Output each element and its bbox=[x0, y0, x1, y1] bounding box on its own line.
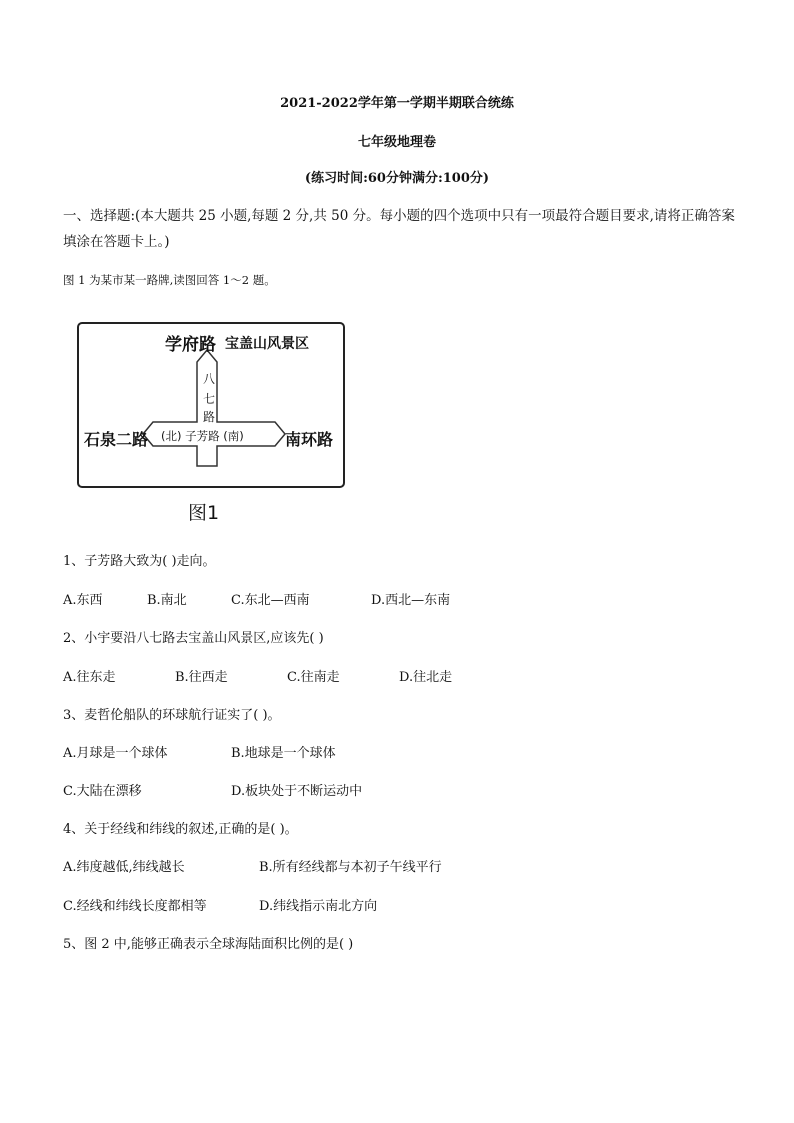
q1-option-b: B.南北 bbox=[147, 593, 187, 608]
q2-option-b: B.往西走 bbox=[175, 670, 228, 685]
q3-option-b: B.地球是一个球体 bbox=[231, 746, 336, 761]
q3-option-a: A.月球是一个球体 bbox=[63, 746, 168, 761]
figure-caption: 图1 bbox=[188, 502, 220, 524]
exam-subtitle: 七年级地理卷 bbox=[357, 135, 436, 150]
q2-option-a: A.往东走 bbox=[63, 670, 116, 685]
sign-left-road: 石泉二路 bbox=[84, 430, 149, 449]
sign-scenic-area: 宝盖山风景区 bbox=[225, 336, 309, 352]
q3-option-d: D.板块处于不断运动中 bbox=[231, 784, 363, 799]
q1-option-a: A.东西 bbox=[63, 593, 103, 608]
sign-vertical-road-1: 八 bbox=[203, 372, 216, 386]
q4-option-b: B.所有经线都与本初子午线平行 bbox=[259, 860, 442, 875]
sign-vertical-road-3: 路 bbox=[203, 410, 216, 424]
question-3-stem: 3、麦哲伦船队的环球航行证实了( )。 bbox=[63, 708, 281, 723]
q4-option-c: C.经线和纬线长度都相等 bbox=[63, 899, 207, 914]
q4-option-d: D.纬线指示南北方向 bbox=[259, 899, 378, 914]
sign-top-left-road: 学府路 bbox=[165, 335, 216, 355]
q4-option-a: A.纬度越低,纬线越长 bbox=[63, 860, 185, 875]
sign-horizontal-road: (北) 子芳路 (南) bbox=[161, 429, 244, 443]
question-5-stem: 5、图 2 中,能够正确表示全球海陆面积比例的是( ) bbox=[63, 937, 354, 952]
q1-option-c: C.东北—西南 bbox=[231, 593, 310, 608]
exam-title: 2021-2022学年第一学期半期联合统练 bbox=[280, 96, 514, 111]
road-sign-figure bbox=[77, 322, 345, 488]
sign-vertical-road-2: 七 bbox=[203, 392, 216, 406]
figure-intro: 图 1 为某市某一路牌,读图回答 1～2 题。 bbox=[63, 273, 276, 287]
exam-time-info: (练习时间:60分钟满分:100分) bbox=[304, 171, 490, 186]
q2-option-d: D.往北走 bbox=[399, 670, 453, 685]
q3-option-c: C.大陆在漂移 bbox=[63, 784, 142, 799]
q1-option-d: D.西北—东南 bbox=[371, 593, 451, 608]
question-2-stem: 2、小宇要沿八七路去宝盖山风景区,应该先( ) bbox=[63, 631, 324, 646]
question-1-stem: 1、子芳路大致为( )走向。 bbox=[63, 554, 216, 569]
sign-right-road: 南环路 bbox=[285, 430, 334, 449]
section-intro: 一、选择题:(本大题共 25 小题,每题 2 分,共 50 分。每小题的四个选项中只有一项最符合题目要求,请将正确答案填涂在答题卡上。) bbox=[63, 208, 735, 250]
question-4-stem: 4、关于经线和纬线的叙述,正确的是( )。 bbox=[63, 822, 298, 837]
q2-option-c: C.往南走 bbox=[287, 670, 340, 685]
